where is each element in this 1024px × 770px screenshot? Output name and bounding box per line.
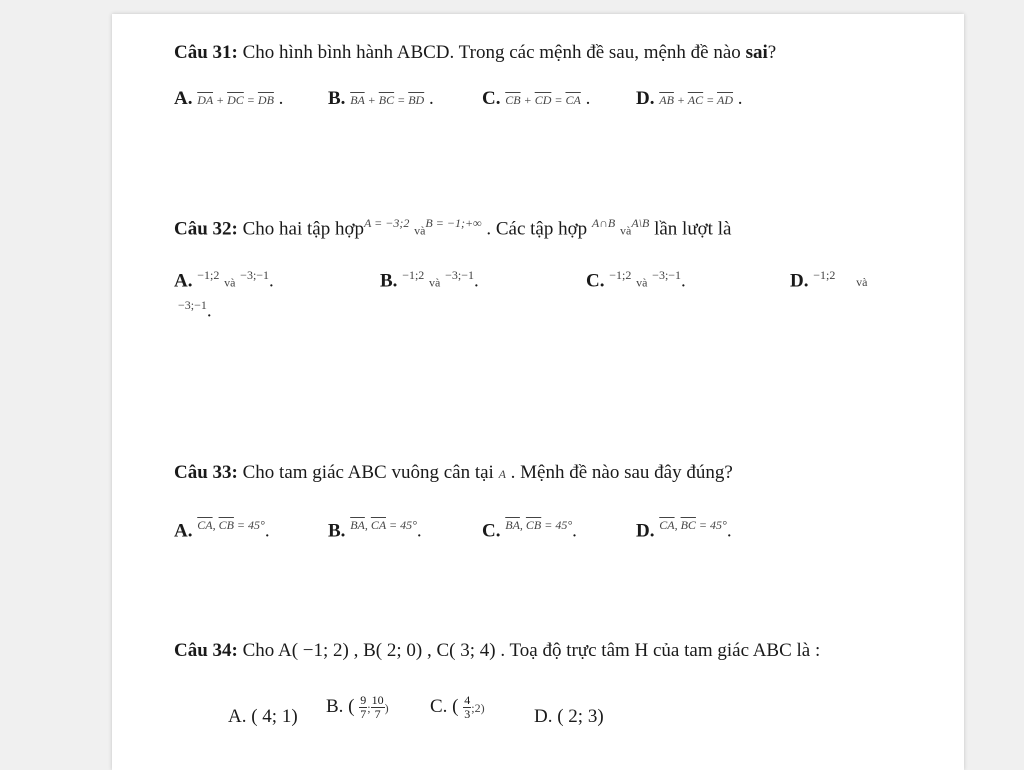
- question-label: Câu 32:: [174, 218, 238, 240]
- interval: −1;2: [813, 268, 836, 282]
- interval: −3;−1: [240, 268, 270, 282]
- vector: $\overline{CB}$: [218, 518, 234, 532]
- vector: $\overline{BA}$: [505, 518, 520, 532]
- question-label: Câu 31:: [174, 42, 238, 63]
- set-b: B = −1;+∞: [425, 216, 482, 230]
- numerator: 9: [360, 693, 367, 707]
- option-letter: B.: [328, 88, 346, 109]
- question-text-c: lần lượt là: [654, 218, 732, 240]
- interval: −1;2: [197, 268, 220, 282]
- and-word: và: [620, 223, 632, 238]
- question-32: [174, 216, 731, 240]
- question-34: [174, 640, 820, 662]
- option-letter: D.: [790, 270, 809, 292]
- q32-option-b: [380, 268, 479, 292]
- option-text: C. (: [430, 695, 459, 717]
- question-text: Cho hai tập hợp: [242, 218, 365, 240]
- and-word: và: [224, 275, 236, 290]
- q32-option-d-continued: [178, 298, 212, 322]
- document-page: [112, 14, 964, 770]
- numerator: 10: [371, 693, 384, 707]
- option-end: ;2): [471, 700, 485, 715]
- option-text: D. ( 2; 3): [534, 706, 604, 727]
- vector: $\overline{CD}$: [534, 93, 552, 107]
- q34-option-c: [430, 694, 485, 721]
- fraction: [371, 694, 385, 721]
- option-end: .: [474, 270, 479, 292]
- q34-option-b: [326, 694, 389, 721]
- and-word: và: [856, 275, 868, 290]
- denominator: 7: [360, 707, 367, 721]
- angle-value: = 45°: [544, 518, 573, 532]
- vector: $\overline{BC}$: [680, 518, 696, 532]
- question-bold-word: sai: [745, 42, 768, 63]
- option-end: .: [269, 270, 274, 292]
- option-letter: B.: [328, 520, 346, 542]
- angle-value: = 45°: [236, 518, 265, 532]
- vector: $\overline{BC}$: [378, 93, 395, 107]
- question-text: Cho hình bình hành ABCD. Trong các mệnh đề sau, mệnh đề nào: [242, 42, 741, 63]
- q32-option-a: [174, 268, 274, 292]
- angle-value: = 45°: [388, 518, 417, 532]
- option-letter: B.: [380, 270, 398, 292]
- set-a: A = −3;2: [364, 216, 410, 230]
- question-text-b: . Mệnh đề nào sau đây đúng?: [510, 462, 733, 483]
- and-word: và: [414, 223, 426, 238]
- option-letter: C.: [482, 520, 501, 542]
- question-text: Cho A( −1; 2) , B( 2; 0) , C( 3; 4) . Toạ độ trực tâm H của tam giác ABC là :: [242, 640, 821, 661]
- option-letter: A.: [174, 88, 193, 109]
- question-31: [174, 42, 776, 64]
- interval: −3;−1: [652, 268, 682, 282]
- vector: $\overline{CB}$: [505, 93, 521, 107]
- interval: −3;−1: [445, 268, 474, 282]
- option-letter: C.: [482, 88, 501, 109]
- option-letter: A.: [174, 270, 193, 292]
- vector: $\overline{AC}$: [687, 93, 704, 107]
- vector: $\overline{AD}$: [717, 93, 734, 107]
- vector: $\overline{DC}$: [227, 93, 244, 107]
- option-letter: A.: [174, 520, 193, 542]
- vector: $\overline{CA}$: [197, 518, 213, 532]
- option-end: .: [206, 300, 212, 322]
- option-letter: D.: [636, 520, 655, 542]
- q34-option-a: [228, 706, 298, 728]
- vector: $\overline{BA}$: [350, 93, 365, 107]
- interval: −1;2: [402, 268, 425, 282]
- q33-option-b: B. $^{\overline{BA}, \overline{CA} = 45^\circ}$.: [328, 518, 422, 542]
- question-text-b: . Các tập hợp: [486, 218, 588, 240]
- option-text: A. ( 4; 1): [228, 706, 298, 727]
- q31-option-b: B. $\overline{BA} + \overline{BC} = \overline{BD}$ .: [328, 88, 434, 109]
- interval: −1;2: [609, 268, 632, 282]
- question-33: [174, 462, 733, 484]
- denominator: 7: [374, 707, 381, 721]
- vector: $\overline{CA}$: [565, 93, 581, 107]
- vector: $\overline{DA}$: [197, 93, 214, 107]
- vector: $\overline{BA}$: [350, 518, 365, 532]
- q31-option-c: C. $\overline{CB} + \overline{CD} = \overline{CA}$ .: [482, 88, 591, 109]
- option-end: ): [384, 700, 389, 715]
- option-text: B. (: [326, 695, 355, 717]
- vector: $\overline{CA}$: [370, 518, 386, 532]
- set-difference: A\B: [631, 216, 650, 230]
- and-word: và: [429, 275, 441, 290]
- vector: $\overline{DB}$: [257, 93, 274, 107]
- vector: $\overline{BD}$: [408, 93, 425, 107]
- interval: −3;−1: [178, 298, 207, 312]
- q32-option-c: [586, 268, 686, 292]
- option-letter: C.: [586, 270, 605, 292]
- question-label: Câu 34:: [174, 640, 238, 661]
- q33-option-d: D. $^{\overline{CA}, \overline{BC} = 45^\circ}$.: [636, 518, 732, 542]
- option-letter: D.: [636, 88, 655, 109]
- vector: $\overline{CB}$: [525, 518, 542, 532]
- angle-value: = 45°: [698, 518, 727, 532]
- q33-option-c: C. $^{\overline{BA}, \overline{CB} = 45^\circ}$.: [482, 518, 577, 542]
- numerator: 4: [464, 693, 471, 707]
- q32-option-d: [790, 268, 867, 292]
- q31-option-d: D. $\overline{AB} + \overline{AC} = \overline{AD}$ .: [636, 88, 743, 109]
- q34-option-d: [534, 706, 604, 728]
- q33-option-a: A. $^{\overline{CA}, \overline{CB} = 45^\circ}$.: [174, 518, 270, 542]
- separator: ;: [367, 700, 371, 715]
- question-end: ?: [767, 42, 777, 63]
- option-end: .: [681, 270, 686, 292]
- question-text: Cho tam giác ABC vuông cân tại: [242, 462, 494, 483]
- vector: $\overline{CA}$: [659, 518, 675, 532]
- question-label: Câu 33:: [174, 462, 238, 483]
- denominator: 3: [464, 707, 471, 721]
- vertex-label: A: [498, 467, 506, 481]
- vector: $\overline{AB}$: [659, 93, 674, 107]
- and-word: và: [636, 275, 648, 290]
- q31-option-a: A. $\overline{DA} + \overline{DC} = \overline{DB}$ .: [174, 88, 284, 109]
- set-intersection: A∩B: [591, 216, 616, 230]
